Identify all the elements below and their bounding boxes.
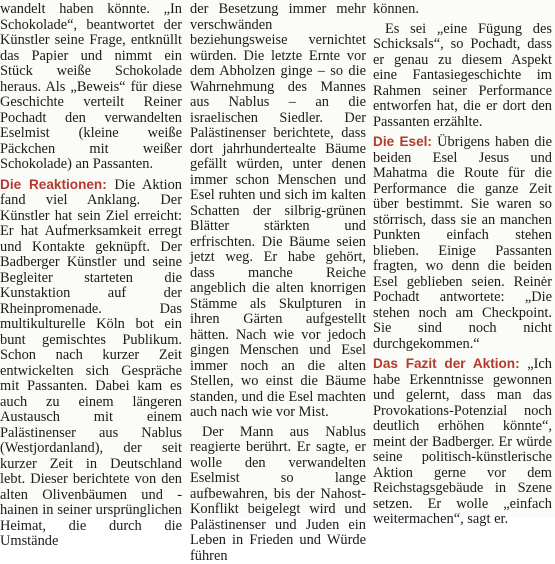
paragraph-text: Übrigens haben die beiden Esel Jesus und Mahatma die Route für die Performance die ganze Zeit über bestimmt. Sie waren so störrisch, dass sie an manchen Punkten einfach stehen blieben. Einige Passanten fragten, wo denn die beiden Esel geblieben seien. Reinėr Pochadt antwortete: „Die stehen noch am Checkpoint. Sie sind noch nicht durchgekommen.“ — [373, 134, 552, 352]
paragraph-text: Die Aktion fand viel Anklang. Der Künstler hat sein Ziel erreicht: Er hat Aufmerksamkeit erregt und Kontakte geknüpft. Der Badberger Künstler und seine Begleiter starteten die Kunstaktion auf der Rheinpromenade. Das multikulturelle Köln bot ein bunt gemischtes Publikum. Schon nach kurzer Zeit entwickelten sich Gespräche mit Passanten. Dabei kam es auch zu einem längeren Austausch mit einem Palästinenser aus Nablus (Westjordanland), der seit kurzer Zeit in Deutschland lebt. Dieser berichtete von den alten Olivenbäumen und -hainen in seiner ursprünglichen Heimat, die durch die Umstände — [0, 177, 182, 550]
article-paragraph — [373, 22, 552, 131]
paragraph-text: Der Mann aus Nablus reagierte berührt. Er sagte, er wolle den verwandelten Eselmist so lange aufbewahren, bis der Nahost-Konflikt beigelegt wird und Palästinenser und Juden ein Leben in Frieden und Würde führen — [190, 424, 366, 564]
article-column-3 — [373, 2, 552, 516]
article-paragraph — [373, 134, 552, 352]
section-lead-fazit: Das Fazit der Aktion: — [373, 356, 520, 371]
section-lead-reaktionen: Die Reaktionen: — [0, 177, 107, 192]
section-lead-esel: Die Esel: — [373, 134, 432, 149]
article-paragraph — [190, 425, 366, 564]
article-column-2 — [190, 2, 366, 516]
article-paragraph — [373, 2, 552, 18]
paragraph-text: der Besetzung immer mehr verschwänden beziehungsweise vernichtet würden. Die letzte Ernte vor dem Abholzen ginge – so die Wahrnehmung des Mannes aus Nablus – an die israelischen Siedler. Der Palästinenser berichtete, dass dort jahrhundertealte Bäume gefällt würden, unter denen immer schon Menschen und Esel ruhten und sich im kalten Schatten der silbrig-grünen Blätter stärkten und erfrischten. Die Bäume seien jetzt weg. Er habe gehört, dass manche Reiche angeblich die alten knorrigen Stämme als Skulpturen in ihren Gärten aufgestellt hätten. Nach wie vor jedoch gingen Menschen und Esel immer noch an die alten Stellen, wo einst die Bäume standen, und die Esel machten auch nach wie vor Mist. — [190, 1, 366, 420]
article-column-1 — [0, 2, 182, 516]
paragraph-text: wandelt haben könnte. „In Schokolade“, beantwortet der Künstler seine Frage, entknüllt das Papier und nimmt ein Stück weiße Schokolade heraus. Als „Beweis“ für diese Geschichte verteilt Reiner Pochadt den verwandelten Eselmist (kleine weiße Päckchen mit weißer Schokolade) an Passanten. — [0, 1, 182, 172]
paragraph-text: „Ich habe Erkenntnisse gewonnen und gelernt, dass man das Provokations-Potenzial noch deutlich erhöhen könnte“, meint der Badberger. Er würde seine politisch-künstlerische Aktion gerne vor dem Reichstagsgebäude in Szene setzen. Er wolle „einfach weitermachen“, sagt er. — [373, 356, 552, 527]
article-paragraph — [190, 2, 366, 421]
article-paragraph — [0, 2, 182, 173]
paragraph-text: Es sei „eine Fügung des Schicksals“, so Pochadt, dass er genau zu diesem Aspekt eine Fantasiegeschichte im Rahmen seiner Performance entworfen hat, die er dort den Passanten erzählte. — [373, 21, 552, 130]
article-paragraph — [0, 177, 182, 550]
paragraph-text: können. — [373, 1, 419, 17]
article-paragraph — [373, 356, 552, 528]
